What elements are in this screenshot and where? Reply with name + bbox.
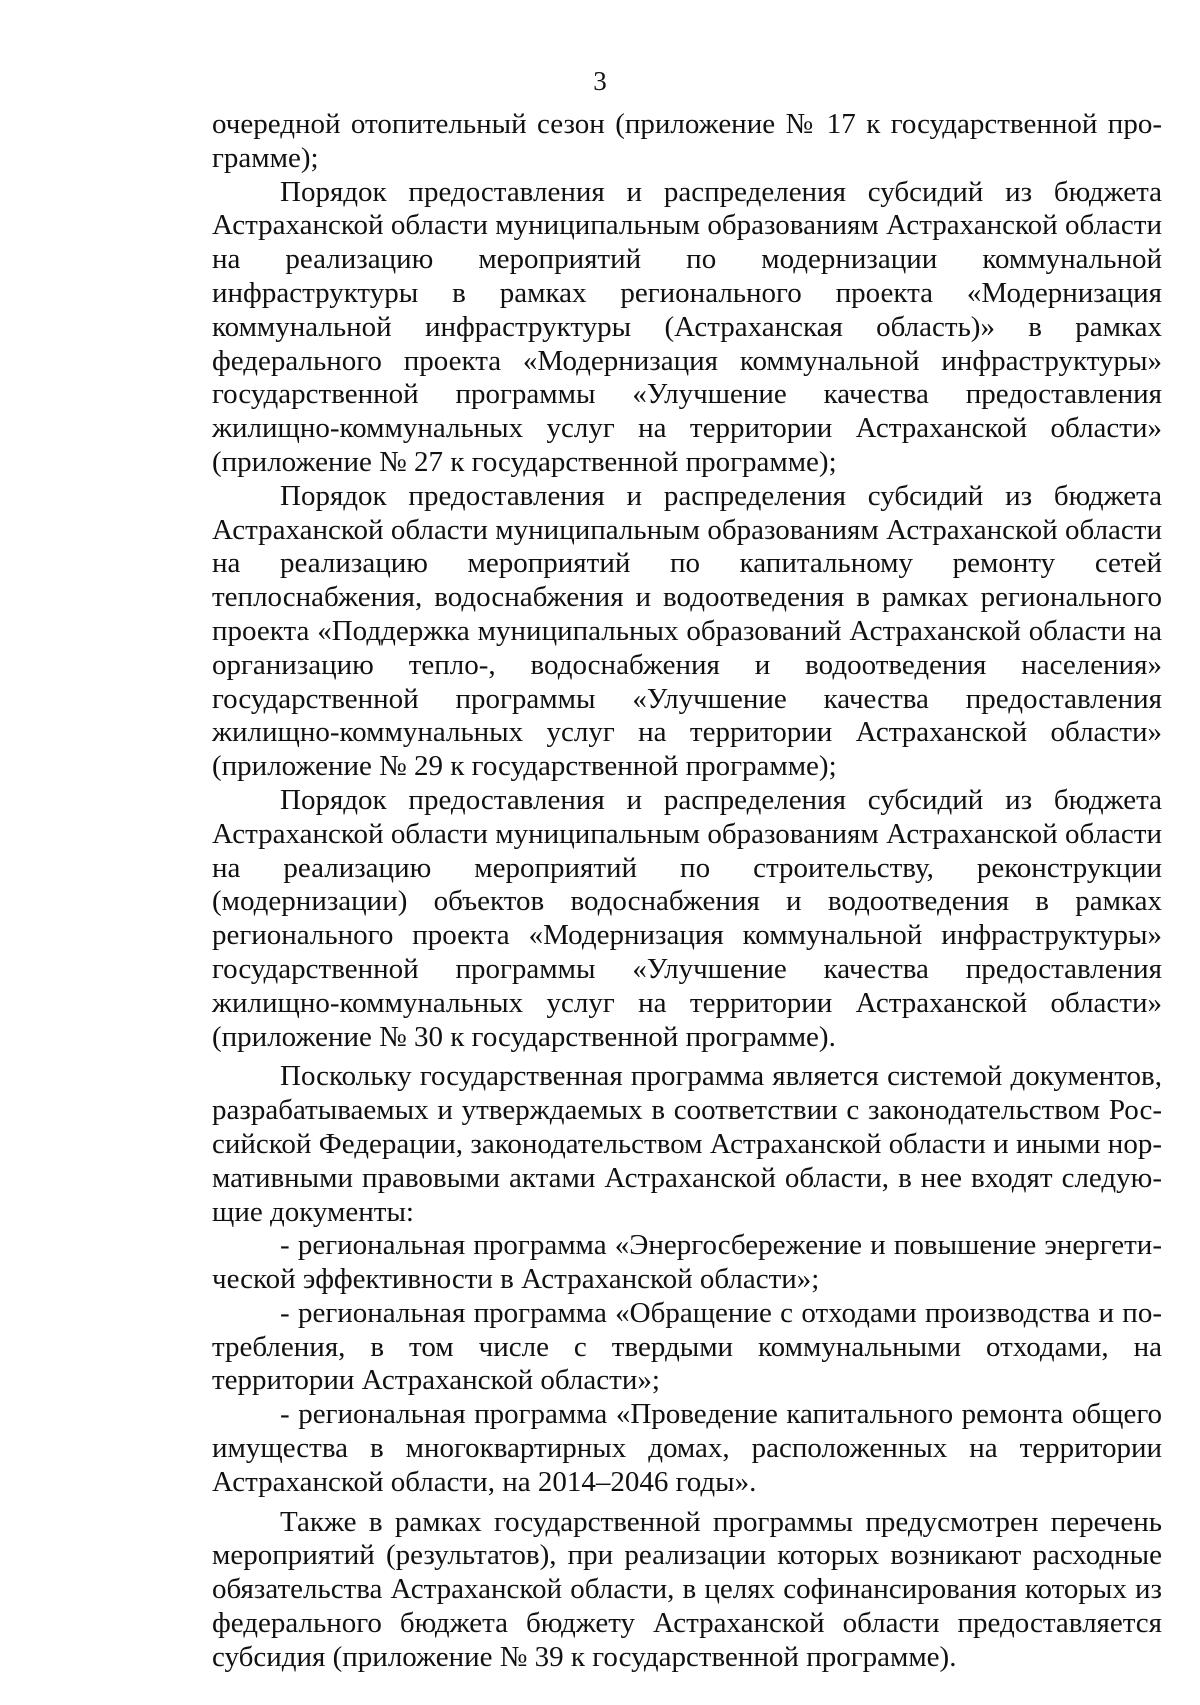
- paragraph-documents-intro: Поскольку государственная программа является системой документов, разрабатываемых и утверждаемых в соответствии с законодательством Российской Федерации, законодательством Астраханской области и иными нормативными правовыми актами Астраханской области, в нее входят следующие документы:: [212, 1060, 1162, 1228]
- list-item-waste-program: - региональная программа «Обращение с отходами производства и потребления, в том числе с твердыми коммунальными отходами, на территории Астраханской области»;: [212, 1296, 1162, 1397]
- paragraph-order-annex-30: Порядок предоставления и распределения субсидий из бюджета Астраханской области муниципальным образованиям Астраханской области на реализацию мероприятий по строительству, реконструкции (модернизации) объектов водоснабжения и водоотведения в рамках регионального проекта «Модернизация коммунальной инфраструктуры» государственной программы «Улучшение качества предоставления жилищно-коммунальных услуг на территории Астраханской области» (приложение № 30 к государственной программе).: [212, 783, 1162, 1053]
- paragraph-continuation: очередной отопительный сезон (приложение № 17 к государственной программе);: [212, 108, 1162, 174]
- paragraph-annex-39: Также в рамках государственной программы предусмотрен перечень мероприятий (результатов), при реализации которых возникают расходные обязательства Астраханской области, в целях софинансирования которых из федерального бюджета бюджету Астраханской области предоставляется субсидия (приложение № 39 к государственной программе).: [212, 1505, 1162, 1673]
- paragraph-order-annex-27: Порядок предоставления и распределения субсидий из бюджета Астраханской области муниципальным образованиям Астраханской области на реализацию мероприятий по модернизации коммунальной инфраструктуры в рамках регионального проекта «Модернизация коммунальной инфраструктуры (Астраханская область)» в рамках федерального проекта «Модернизация коммунальной инфраструктуры» государственной программы «Улучшение качества предоставления жилищно-коммунальных услуг на территории Астраханской области» (приложение № 27 к государственной программе);: [212, 175, 1162, 478]
- list-item-capital-repair-program: - региональная программа «Проведение капитального ремонта общего имущества в многоквартирных домах, расположенных на территории Астраханской области, на 2014–2046 годы».: [212, 1398, 1162, 1498]
- page-number: 3: [593, 66, 607, 96]
- list-item-energy-program: - региональная программа «Энергосбережение и повышение энергетической эффективности в Астраханской области»;: [212, 1229, 1162, 1296]
- document-body: [212, 108, 1162, 1675]
- paragraph-order-annex-29: Порядок предоставления и распределения субсидий из бюджета Астраханской области муниципальным образованиям Астраханской области на реализацию мероприятий по капитальному ремонту сетей теплоснабжения, водоснабжения и водоотведения в рамках регионального проекта «Поддержка муниципальных образований Астраханской области на организацию тепло-, водоснабжения и водоотведения населения» государственной программы «Улучшение качества предоставления жилищно-коммунальных услуг на территории Астраханской области» (приложение № 29 к государственной программе);: [212, 479, 1162, 783]
